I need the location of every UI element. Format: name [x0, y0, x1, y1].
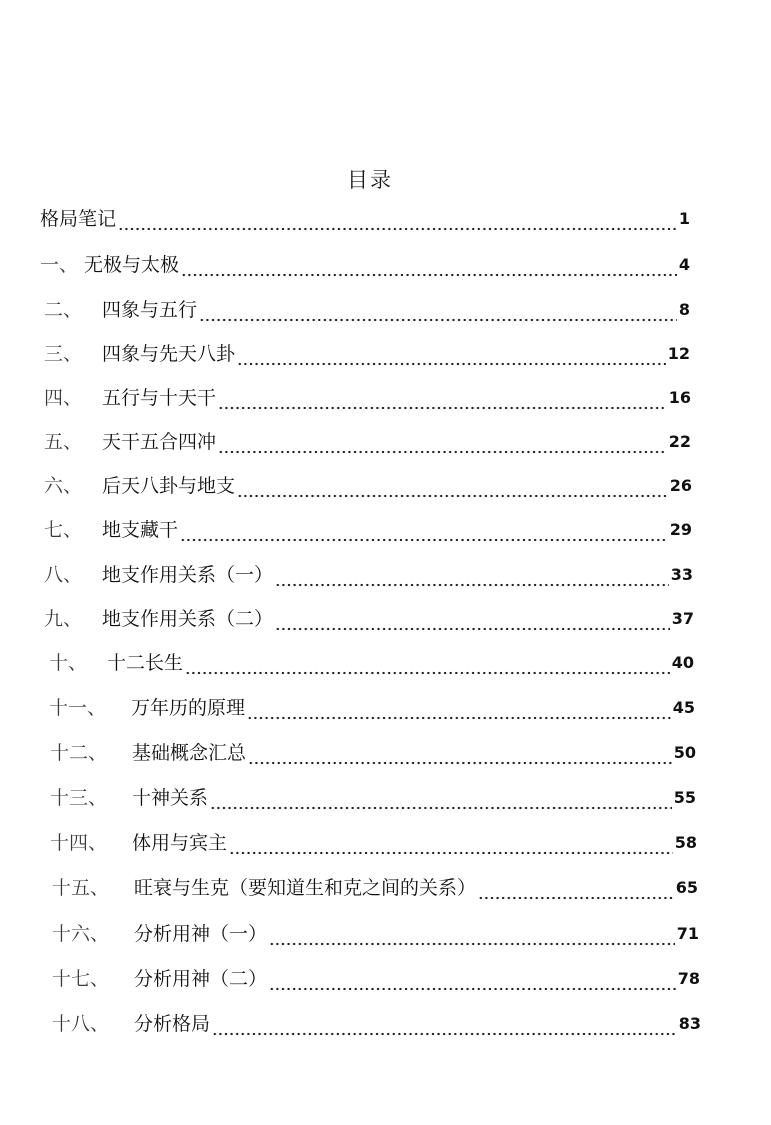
toc-entry-page-number: 71: [676, 924, 699, 943]
toc-entry-number: 一、: [40, 254, 79, 276]
dot-leader: [118, 205, 677, 233]
toc-entry-number: 十四、: [50, 832, 108, 854]
toc-entry-title: 十神关系: [132, 787, 209, 809]
toc-entry-page-number: 12: [667, 344, 690, 363]
dot-leader: [218, 384, 667, 412]
toc-entry-page-number: 55: [673, 788, 696, 807]
toc-entry-title: 四象与先天八卦: [102, 343, 236, 365]
dot-leader: [237, 472, 668, 500]
dot-leader: [269, 920, 675, 948]
toc-entry-page-number: 8: [678, 300, 690, 319]
dot-leader: [269, 965, 676, 993]
dot-leader: [478, 874, 674, 902]
toc-entry-page-number: 29: [669, 520, 692, 539]
toc-entry-title: 地支作用关系（一）: [102, 564, 274, 586]
dot-leader: [180, 516, 668, 544]
toc-entry[interactable]: [49, 694, 695, 722]
dot-leader: [248, 739, 672, 767]
toc-entry-number: 十八、: [52, 1013, 110, 1035]
toc-entry-title: 天干五合四冲: [102, 431, 217, 453]
toc-entry-page-number: 78: [677, 969, 700, 988]
toc-entry-title: 体用与宾主: [132, 832, 228, 854]
toc-entry[interactable]: [50, 829, 697, 857]
toc-entry-number: 三、: [44, 343, 83, 365]
toc-entry-title: 后天八卦与地支: [102, 475, 236, 497]
toc-entry-page-number: 1: [678, 209, 690, 228]
toc-entry[interactable]: [40, 251, 690, 279]
toc-entry-page-number: 22: [668, 432, 691, 451]
toc-entry-number: 十二、: [50, 742, 108, 764]
toc-entry-title: 五行与十天干: [102, 387, 217, 409]
toc-entry-number: 七、: [44, 519, 83, 541]
dot-leader: [229, 829, 673, 857]
toc-entry-page-number: 83: [678, 1014, 701, 1033]
toc-entry[interactable]: [44, 428, 691, 456]
toc-entry[interactable]: [40, 205, 690, 233]
toc-entry[interactable]: [52, 965, 700, 993]
toc-entry[interactable]: [49, 649, 694, 677]
toc-entry-number: 五、: [44, 431, 83, 453]
toc-entry-page-number: 65: [675, 878, 698, 897]
toc-entry-title: 分析格局: [134, 1013, 211, 1035]
dot-leader: [275, 605, 670, 633]
toc-entry-number: 十、: [49, 652, 88, 674]
toc-entry-title: 十二长生: [107, 652, 184, 674]
toc-entry-number: 十一、: [49, 697, 107, 719]
toc-entry[interactable]: [44, 296, 690, 324]
toc-entry-page-number: 4: [678, 255, 690, 274]
dot-leader: [199, 296, 677, 324]
toc-entry-number: 六、: [44, 475, 83, 497]
toc-entry-number: 四、: [44, 387, 83, 409]
toc-entry-number: 十五、: [52, 877, 110, 899]
toc-entry-title: 万年历的原理: [131, 697, 246, 719]
toc-title: 目录: [347, 168, 393, 192]
dot-leader: [181, 251, 677, 279]
dot-leader: [237, 340, 666, 368]
dot-leader: [185, 649, 670, 677]
toc-entry-number: 十七、: [52, 968, 110, 990]
toc-entry-number: 十三、: [50, 787, 108, 809]
toc-entry[interactable]: [44, 516, 692, 544]
dot-leader: [212, 1010, 677, 1038]
toc-entry-page-number: 33: [670, 565, 693, 584]
toc-entry-page-number: 16: [668, 388, 691, 407]
toc-entry-number: 八、: [44, 564, 83, 586]
dot-leader: [218, 428, 667, 456]
toc-entry[interactable]: [44, 384, 691, 412]
toc-entry-title: 地支藏干: [102, 519, 179, 541]
toc-entry-page-number: 50: [673, 743, 696, 762]
dot-leader: [247, 694, 671, 722]
toc-entry-page-number: 45: [672, 698, 695, 717]
toc-entry-page-number: 40: [671, 653, 694, 672]
toc-entry-title: 地支作用关系（二）: [102, 608, 274, 630]
toc-entry-title: 分析用神（一）: [134, 923, 268, 945]
toc-entry-number: 二、: [44, 299, 83, 321]
toc-entry-title: 分析用神（二）: [134, 968, 268, 990]
toc-entry-page-number: 26: [669, 476, 692, 495]
dot-leader: [210, 784, 672, 812]
toc-entry-page-number: 37: [671, 609, 694, 628]
dot-leader: [275, 561, 669, 589]
toc-entry-number: 九、: [44, 608, 83, 630]
toc-entry[interactable]: [44, 472, 692, 500]
toc-entry[interactable]: [44, 605, 694, 633]
toc-entry[interactable]: [50, 784, 696, 812]
toc-entry-number: 十六、: [52, 923, 110, 945]
toc-entry-title: 四象与五行: [102, 299, 198, 321]
toc-entry-page-number: 58: [674, 833, 697, 852]
toc-entry[interactable]: [44, 561, 693, 589]
toc-entry[interactable]: [44, 340, 690, 368]
toc-entry[interactable]: [52, 874, 698, 902]
toc-entry-title: 基础概念汇总: [132, 742, 247, 764]
toc-entry[interactable]: [50, 739, 696, 767]
toc-entry[interactable]: [52, 1010, 701, 1038]
toc-entry-title: 旺衰与生克（要知道生和克之间的关系）: [134, 877, 477, 899]
toc-entry-title: 无极与太极: [84, 254, 180, 276]
toc-entry-title: 格局笔记: [40, 208, 117, 230]
toc-entry[interactable]: [52, 920, 699, 948]
